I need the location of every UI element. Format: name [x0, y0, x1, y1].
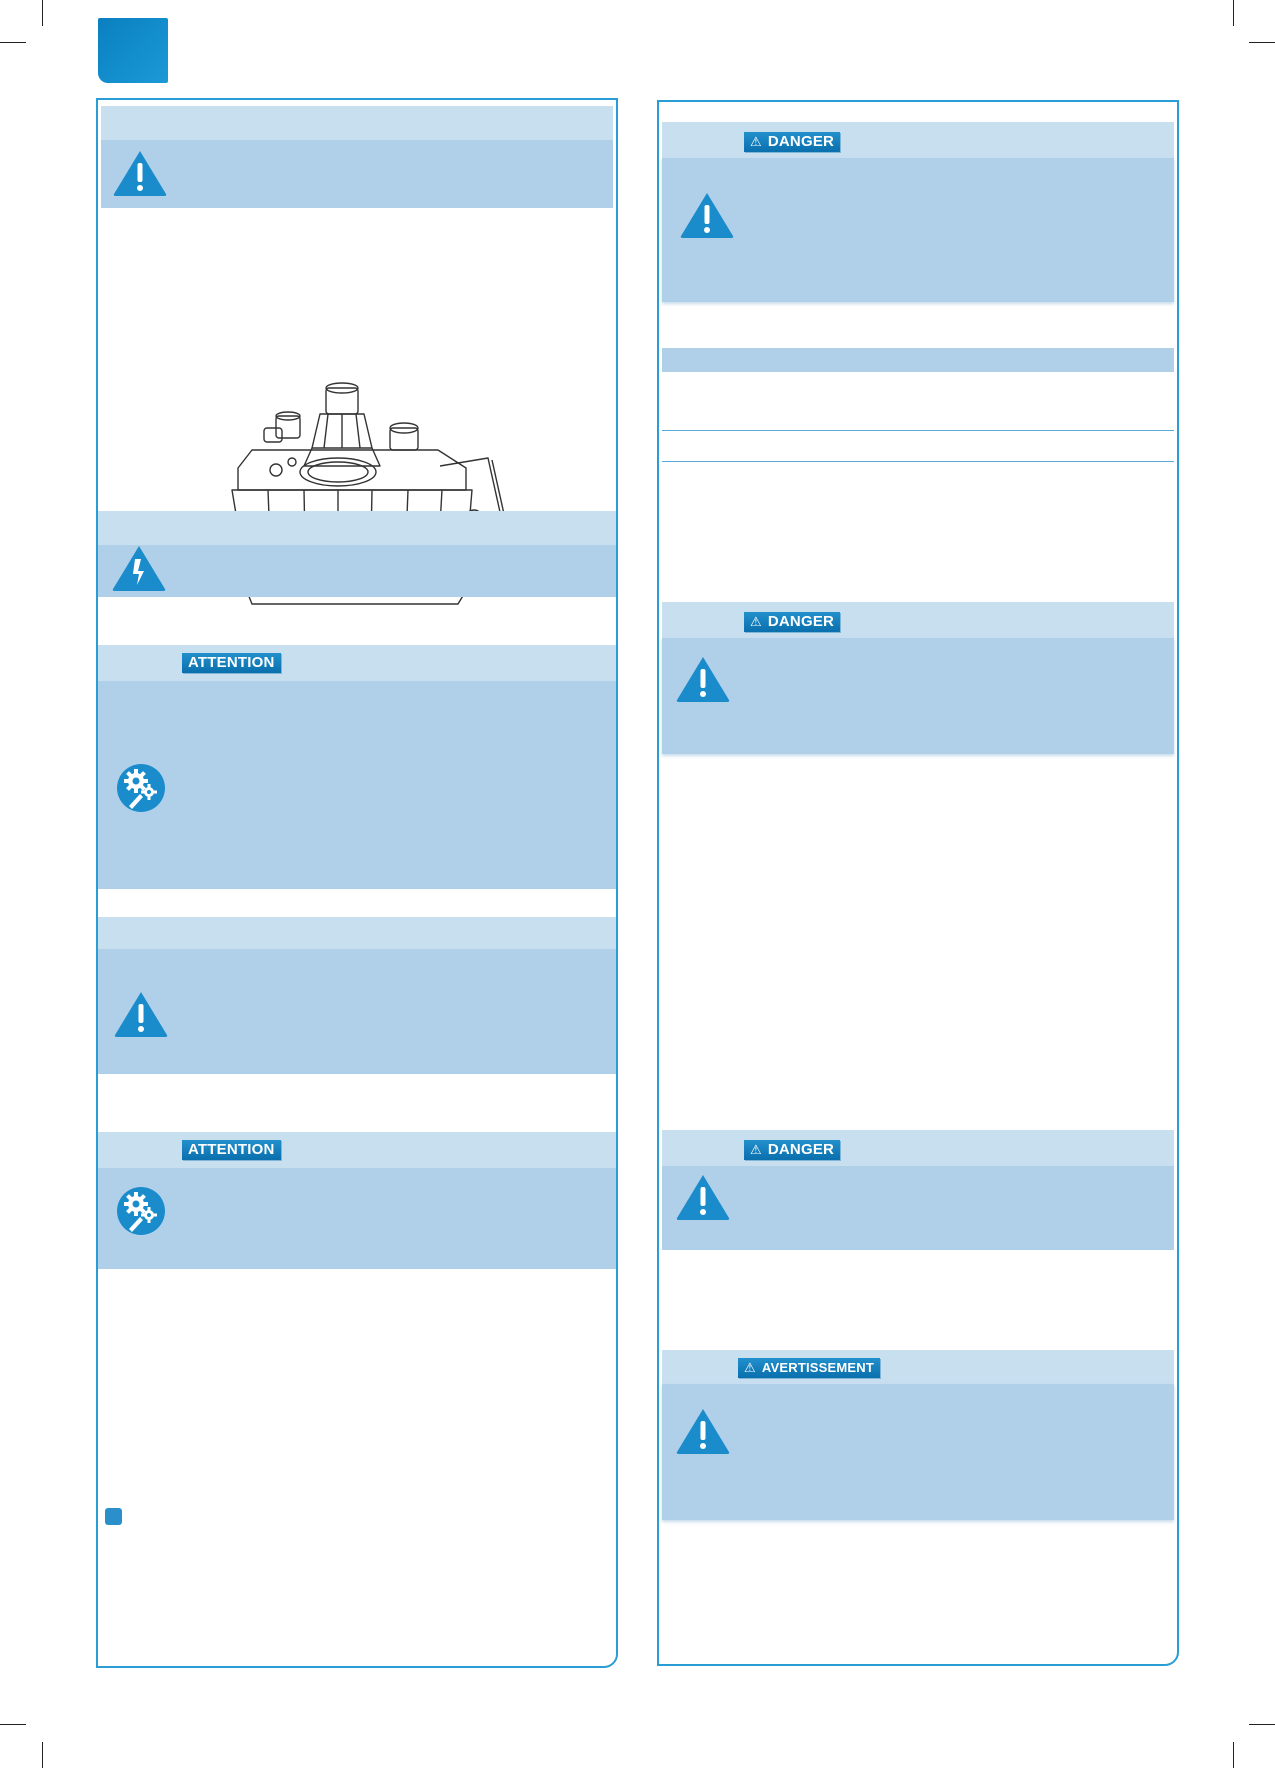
crop-mark: [1233, 1742, 1234, 1768]
panel-body: [662, 638, 1174, 754]
right-column: [657, 100, 1179, 1666]
section-header-band: [662, 348, 1174, 372]
warning-triangle-icon: [112, 989, 170, 1039]
small-warning-triangle-icon: ⚠: [744, 1360, 756, 1375]
page-tab-marker: [98, 18, 168, 83]
electrical-warning-panel: [98, 511, 616, 597]
danger-badge: [744, 1140, 840, 1160]
small-warning-triangle-icon: ⚠: [750, 134, 762, 149]
crop-mark: [42, 1742, 43, 1768]
danger-badge-label: DANGER: [767, 613, 835, 630]
electric-hazard-icon: [110, 543, 168, 593]
section-bullet-square: [105, 1508, 122, 1525]
avertissement-panel: [662, 1350, 1174, 1520]
warning-triangle-icon: [111, 148, 169, 198]
panel-header: [98, 1132, 616, 1168]
panel-header: [662, 122, 1174, 158]
panel-body: [662, 158, 1174, 302]
attention-badge: ATTENTION: [182, 653, 281, 673]
gears-wrench-icon: [116, 1186, 166, 1236]
avertissement-badge: [738, 1358, 880, 1378]
gears-wrench-icon: [116, 763, 166, 813]
danger-badge-label: DANGER: [767, 1141, 835, 1158]
warning-triangle-icon: [674, 1406, 732, 1456]
panel-header: [98, 511, 616, 545]
crop-mark: [1233, 0, 1234, 26]
panel-body: [98, 949, 616, 1074]
panel-body: [662, 1384, 1174, 1520]
divider-line: [662, 461, 1174, 462]
warning-panel: [98, 917, 616, 1074]
danger-badge: [744, 612, 840, 632]
warning-panel: [101, 106, 613, 208]
attention-badge: ATTENTION: [182, 1140, 281, 1160]
panel-body: [101, 140, 613, 208]
danger-panel: [662, 122, 1174, 302]
panel-header: [662, 1130, 1174, 1166]
panel-header: [98, 917, 616, 949]
crop-mark: [0, 42, 26, 43]
warning-triangle-icon: [674, 654, 732, 704]
danger-badge-label: DANGER: [767, 133, 835, 150]
crop-mark: [1249, 42, 1275, 43]
warning-triangle-icon: [678, 190, 736, 240]
crop-mark: [0, 1724, 26, 1725]
panel-body: [98, 681, 616, 889]
avertissement-badge-label: AVERTISSEMENT: [761, 1360, 875, 1375]
crop-mark: [42, 0, 43, 26]
attention-panel: [98, 1132, 616, 1269]
panel-body: [662, 1166, 1174, 1250]
attention-panel: [98, 645, 616, 889]
panel-body: [98, 1168, 616, 1269]
panel-header: [98, 645, 616, 681]
panel-header: [101, 106, 613, 140]
warning-triangle-icon: [674, 1172, 732, 1222]
small-warning-triangle-icon: ⚠: [750, 1142, 762, 1157]
panel-header: [662, 602, 1174, 638]
danger-panel: [662, 602, 1174, 754]
danger-panel: [662, 1130, 1174, 1250]
divider-line: [662, 430, 1174, 431]
danger-badge: [744, 132, 840, 152]
left-column: [96, 98, 618, 1668]
crop-mark: [1249, 1724, 1275, 1725]
small-warning-triangle-icon: ⚠: [750, 614, 762, 629]
panel-body: [98, 545, 616, 597]
